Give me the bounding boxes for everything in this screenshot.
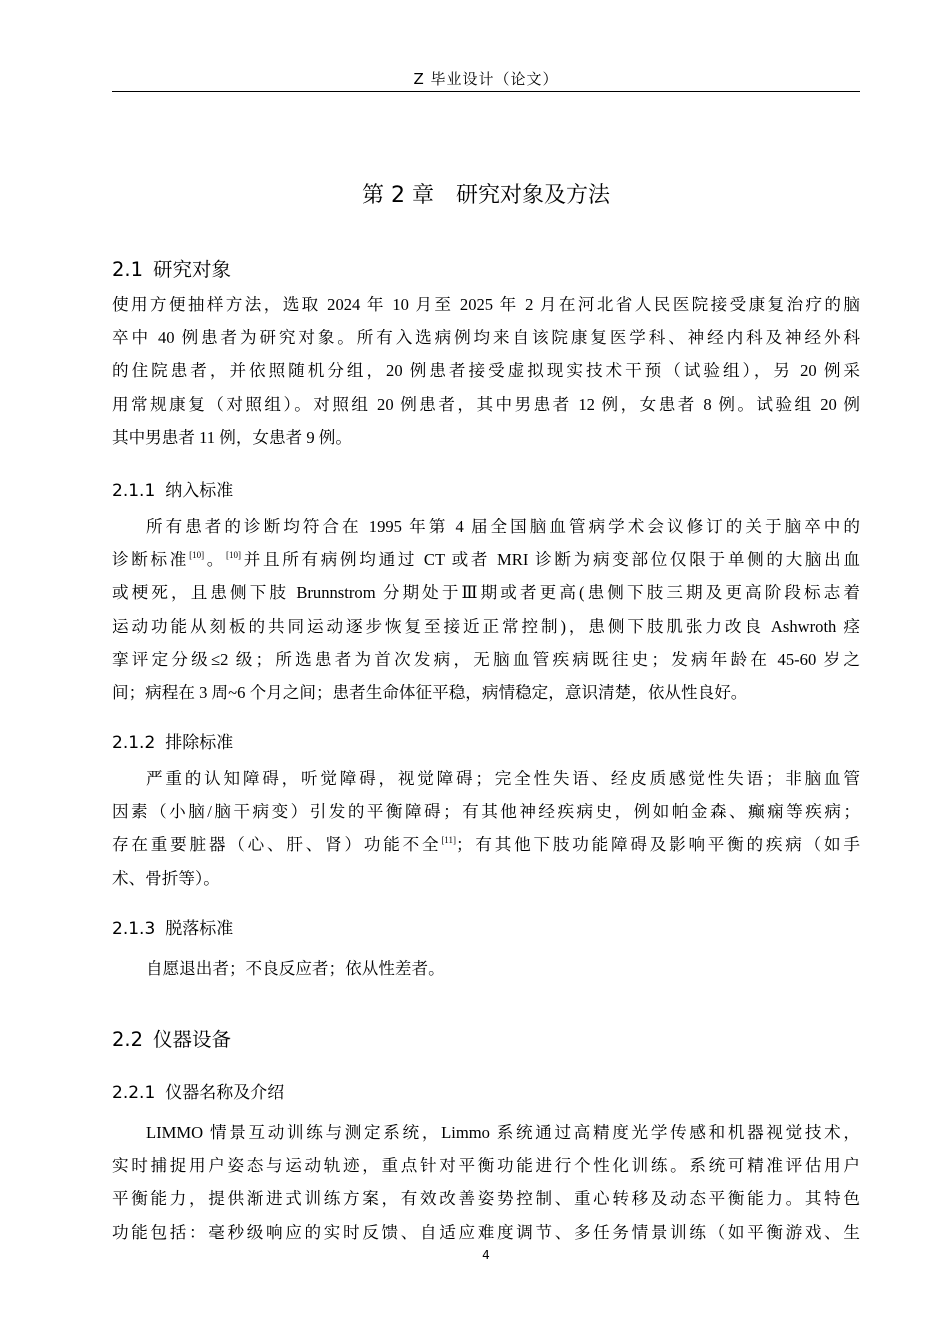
text-line: 严重的认知障碍，听觉障碍，视觉障碍；完全性失语、经皮质感觉性失语；非脑血管 [146, 769, 860, 788]
text-run: 并且所有病例均通过 CT 或者 MRI 诊断为病变部位仅限于单侧的大脑出血 [241, 550, 861, 570]
text-line: 实时捕捉用户姿态与运动轨迹，重点针对平衡功能进行个性化训练。系统可精准评估用户 [112, 1156, 860, 1176]
section-number: 2.1.1 [112, 481, 156, 501]
section-heading-2-1-2 [112, 728, 233, 753]
text-line: 运动功能从刻板的共同运动逐步恢复至接近正常控制)，患侧下肢肌张力改良 Ashwroth 痉 [112, 616, 860, 636]
section-number: 2.2.1 [112, 1083, 156, 1103]
header-rule [112, 91, 860, 92]
text-line: 平衡能力，提供渐进式训练方案，有效改善姿势控制、重心转移及动态平衡能力。其特色 [112, 1189, 860, 1209]
text-line: 自愿退出者；不良反应者；依从性差者。 [146, 959, 445, 978]
paragraph-device-introduction [112, 1116, 860, 1249]
section-number: 2.2 [112, 1028, 144, 1051]
text-run: ；有其他下肢功能障碍及影响平衡的疾病（如手 [455, 835, 861, 855]
text-run: 诊断标准 [112, 550, 190, 570]
text-line: 用常规康复（对照组）。对照组 20 例患者，其中男患者 12 例，女患者 8 例。试验组 20 例 [112, 394, 860, 414]
text-line [112, 828, 860, 861]
text-line: 因素（小脑/脑干病变）引发的平衡障碍；有其他神经疾病史，例如帕金森、癫痫等疾病； [112, 802, 860, 822]
text-line: 术、骨折等）。 [112, 868, 220, 888]
chapter-title: 第 2 章 研究对象及方法 [362, 183, 610, 208]
text-line: 使用方便抽样方法，选取 2024 年 10 月至 2025 年 2 月在河北省人民医院接受康复治疗的脑 [112, 295, 860, 314]
section-title: 仪器名称及介绍 [165, 1083, 285, 1103]
running-header: Z 毕业设计（论文） [413, 70, 559, 88]
section-number: 2.1.3 [112, 919, 156, 939]
section-title: 脱落标准 [165, 919, 234, 939]
section-title: 纳入标准 [165, 481, 234, 501]
text-line: 其中男患者 11 例，女患者 9 例。 [112, 427, 352, 447]
citation-ref: [10] [189, 550, 205, 561]
paragraph-dropout-criteria [112, 952, 860, 985]
text-line [112, 543, 860, 576]
text-run: 。 [204, 550, 227, 570]
text-line: 卒中 40 例患者为研究对象。所有入选病例均来自该院康复医学科、神经内科及神经外科 [112, 328, 860, 348]
section-number: 2.1.2 [112, 733, 156, 753]
text-line: 所有患者的诊断均符合在 1995 年第 4 届全国脑血管病学术会议修订的关于脑卒中的 [146, 517, 860, 536]
text-line: 间；病程在 3 周~6 个月之间；患者生命体征平稳，病情稳定，意识清楚，依从性良好。 [112, 682, 748, 702]
section-heading-2-2 [112, 1024, 231, 1052]
section-heading-2-1 [112, 254, 231, 282]
text-line: 功能包括：毫秒级响应的实时反馈、自适应难度调节、多任务情景训练（如平衡游戏、生 [112, 1222, 860, 1242]
section-number: 2.1 [112, 258, 144, 281]
text-line: 的住院患者，并依照随机分组，20 例患者接受虚拟现实技术干预（试验组），另 20 例采 [112, 361, 860, 381]
paragraph-inclusion-criteria [112, 510, 860, 709]
paragraph-study-subjects [112, 288, 860, 454]
citation-ref: [10] [226, 550, 242, 561]
text-run: 存在重要脏器（心、肝、肾）功能不全 [112, 835, 442, 855]
section-title: 排除标准 [165, 733, 234, 753]
citation-ref: [11] [441, 835, 456, 846]
section-heading-2-1-1 [112, 476, 233, 501]
section-title: 研究对象 [153, 258, 232, 281]
text-line: LIMMO 情景互动训练与测定系统，Limmo 系统通过高精度光学传感和机器视觉技术， [146, 1123, 860, 1142]
page-number: 4 [482, 1248, 490, 1262]
text-line: 挛评定分级≤2 级；所选患者为首次发病，无脑血管疾病既往史；发病年龄在 45-60 岁之 [112, 649, 860, 669]
section-heading-2-2-1 [112, 1078, 284, 1103]
section-title: 仪器设备 [153, 1028, 232, 1051]
section-heading-2-1-3 [112, 914, 233, 939]
text-line: 或梗死，且患侧下肢 Brunnstrom 分期处于Ⅲ期或者更高(患侧下肢三期及更高阶段标志着 [112, 583, 860, 603]
paragraph-exclusion-criteria [112, 762, 860, 895]
